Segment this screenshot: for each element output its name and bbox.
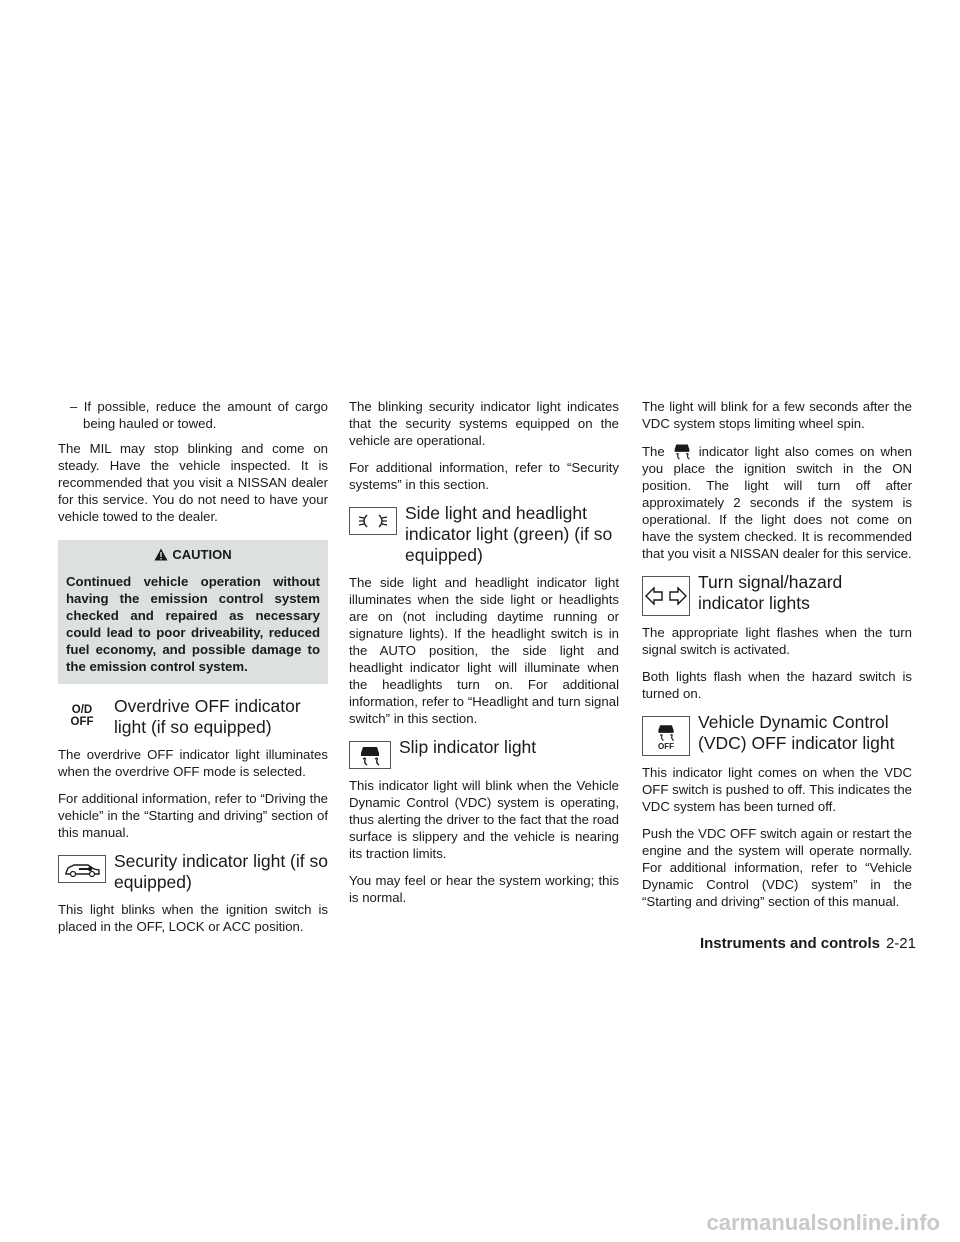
slip-on-paragraph: The indicator light also comes on when you place the ignition switch in the ON position. The light will turn off after approximately 2 seconds if the system is operational. If the light does not come on have the system checked. It is recommended that you visit a NISSAN dealer for this service. <box>642 444 912 561</box>
page-number: 2-21 <box>885 935 916 952</box>
vdc-off-paragraph-1: This indicator light comes on when the VDC OFF switch is pushed to off. This indicates the VDC system has been turned off. <box>642 765 912 814</box>
mil-paragraph: The MIL may stop blinking and come on steady. Have the vehicle inspected. It is recommended that you visit a NISSAN dealer for this service. You do not need to have your vehicle towed to the dealer. <box>58 441 328 524</box>
turn-signal-paragraph-2: Both lights flash when the hazard switch is turned on. <box>642 669 912 701</box>
car-key-security-icon <box>58 855 106 883</box>
caution-title: CAUTION <box>172 547 232 562</box>
caution-box <box>58 540 328 684</box>
overdrive-off-title: Overdrive OFF indicator light (if so equipped) <box>114 696 301 737</box>
slip-indicator-heading <box>349 737 619 769</box>
watermark: carmanualsonline.info <box>706 1210 940 1235</box>
vdc-off-paragraph-2: Push the VDC OFF switch again or restart the engine and the system will operate normally. For additional information, refer to “Vehicle Dynamic Control (VDC) system” in the “Starting and driving” section of this manual. <box>642 826 912 909</box>
column-3 <box>642 398 912 920</box>
slip-paragraph-1: This indicator light will blink when the Vehicle Dynamic Control (VDC) system is operating, thus alerting the driver to the fact that the road surface is slippery and the vehicle is nearing its traction limits. <box>349 778 619 861</box>
overdrive-paragraph-1: The overdrive OFF indicator light illuminates when the overdrive OFF mode is selected. <box>58 747 328 779</box>
vdc-off-icon: OFF <box>642 716 690 756</box>
vdc-off-title: Vehicle Dynamic Control (VDC) OFF indicator light <box>698 712 895 753</box>
slip-car-icon-inline <box>671 442 693 460</box>
security-paragraph-3: For additional information, refer to “Security systems” in this section. <box>349 460 619 492</box>
security-paragraph-2: The blinking security indicator light indicates that the security systems equipped on the vehicle are operational. <box>349 399 619 448</box>
side-light-heading <box>349 503 619 566</box>
footer-section-title: Instruments and controls <box>699 935 880 952</box>
page-footer <box>676 935 916 952</box>
side-light-paragraph: The side light and headlight indicator light illuminates when the side light or headlights are on (not including daytime running or signature lights). If the headlight switch is in the AUTO position, the side light and headlight indicator light will illuminate when the headlights turn on. For additional information, refer to “Headlight and turn signal switch” in this section. <box>349 575 619 726</box>
column-1 <box>58 398 328 945</box>
security-indicator-title: Security indicator light (if so equipped) <box>114 851 328 892</box>
vdc-off-heading <box>642 712 912 756</box>
side-light-icon <box>349 507 397 535</box>
side-light-title: Side light and headlight indicator light (green) (if so equipped) <box>405 503 613 565</box>
overdrive-paragraph-2: For additional information, refer to “Driving the vehicle” in the “Starting and driving” section of this manual. <box>58 791 328 840</box>
slip-paragraph-2: You may feel or hear the system working; this is normal. <box>349 873 619 905</box>
turn-signal-paragraph-1: The appropriate light flashes when the turn signal switch is activated. <box>642 625 912 657</box>
overdrive-off-heading <box>58 696 328 738</box>
security-paragraph-1: This light blinks when the ignition switch is placed in the OFF, LOCK or ACC position. <box>58 902 328 934</box>
column-2 <box>349 398 619 916</box>
turn-signal-arrows-icon <box>642 576 690 616</box>
caution-header <box>66 546 320 563</box>
turn-signal-title: Turn signal/hazard indicator lights <box>698 572 843 613</box>
slip-car-icon <box>349 741 391 769</box>
caution-text: Continued vehicle operation without having the emission control system checked and repaired as necessary could lead to poor driveability, reduced fuel economy, and possible damage to the emission control system. <box>66 574 320 674</box>
security-indicator-heading <box>58 851 328 893</box>
slip-indicator-title: Slip indicator light <box>399 737 537 757</box>
turn-signal-heading <box>642 572 912 616</box>
dash-list-item: – If possible, reduce the amount of cargo being hauled or towed. <box>70 399 328 431</box>
warning-triangle-icon <box>154 548 168 561</box>
overdrive-off-icon: O/D OFF <box>70 704 94 728</box>
vdc-blink-paragraph: The light will blink for a few seconds after the VDC system stops limiting wheel spin. <box>642 399 912 431</box>
